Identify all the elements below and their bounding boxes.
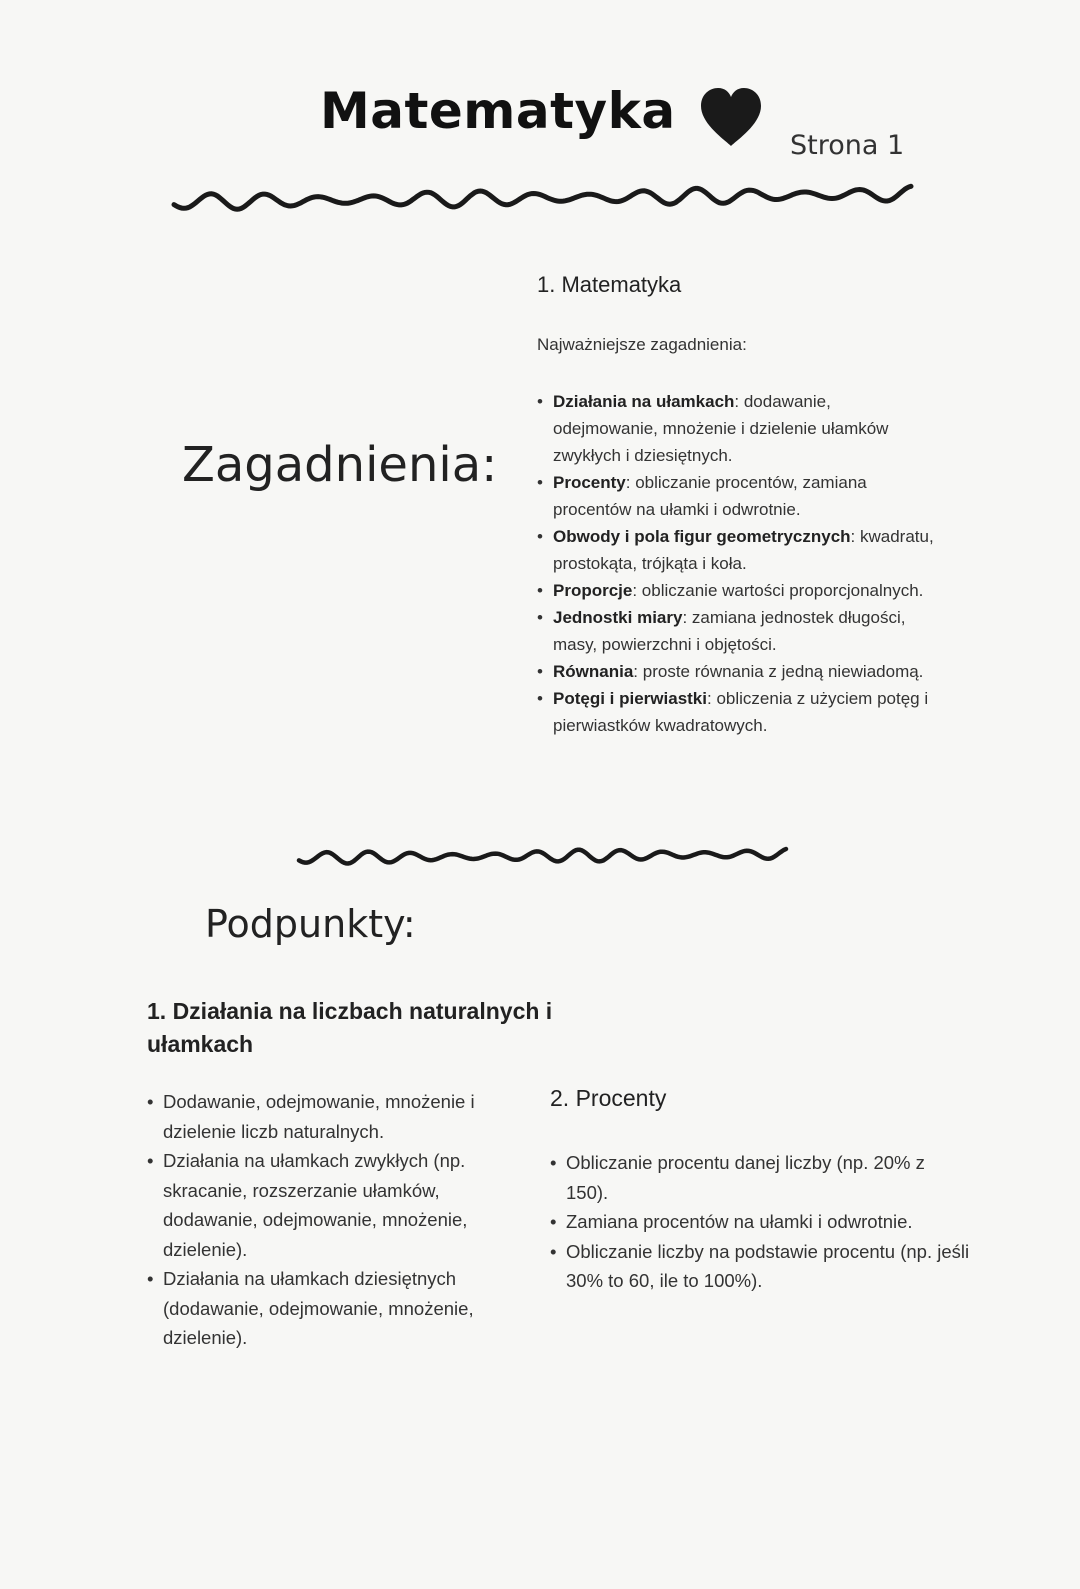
list-item: • Obliczanie procentu danej liczby (np. 20% z 150). (550, 1148, 970, 1207)
list-item: • Działania na ułamkach zwykłych (np. skracanie, rozszerzanie ułamków, dodawanie, odejmowanie, mnożenie, dzielenie). (147, 1146, 517, 1264)
list-item: • Obliczanie liczby na podstawie procentu (np. jeśli 30% to 60, ile to 100%). (550, 1237, 970, 1296)
list-item: • Dodawanie, odejmowanie, mnożenie i dzielenie liczb naturalnych. (147, 1087, 517, 1146)
list-item: • Działania na ułamkach: dodawanie, odejmowanie, mnożenie i dzielenie ułamków zwykłych i dziesiętnych. (537, 388, 937, 469)
subpoints-heading: Podpunkty: (205, 902, 416, 946)
list-item: • Działania na ułamkach dziesiętnych (dodawanie, odejmowanie, mnożenie, dzielenie). (147, 1264, 517, 1353)
subsection-2-title: 2. Procenty (550, 1085, 667, 1111)
list-item: • Obwody i pola figur geometrycznych: kwadratu, prostokąta, trójkąta i koła. (537, 523, 937, 577)
topics-section-title: 1. Matematyka (537, 272, 682, 297)
topics-intro: Najważniejsze zagadnienia: (537, 335, 747, 354)
subsection-1-list (147, 1087, 517, 1353)
list-item: • Proporcje: obliczanie wartości proporcjonalnych. (537, 577, 937, 604)
wavy-divider-top (170, 172, 915, 218)
list-item: • Równania: proste równania z jedną niewiadomą. (537, 658, 937, 685)
list-item: • Procenty: obliczanie procentów, zamiana procentów na ułamki i odwrotnie. (537, 469, 937, 523)
topics-heading: Zagadnienia: (182, 437, 498, 493)
subsection-1-title: 1. Działania na liczbach naturalnych i ułamkach (147, 998, 553, 1057)
subsection-2-list (550, 1148, 970, 1296)
wavy-divider-middle (295, 838, 790, 872)
page-title: Matematyka (320, 82, 676, 140)
list-item: • Jednostki miary: zamiana jednostek długości, masy, powierzchni i objętości. (537, 604, 937, 658)
topics-list (537, 388, 937, 739)
page-number: Strona 1 (790, 130, 905, 161)
heart-icon (695, 82, 767, 154)
list-item: • Zamiana procentów na ułamki i odwrotnie. (550, 1207, 970, 1237)
list-item: • Potęgi i pierwiastki: obliczenia z użyciem potęg i pierwiastków kwadratowych. (537, 685, 937, 739)
